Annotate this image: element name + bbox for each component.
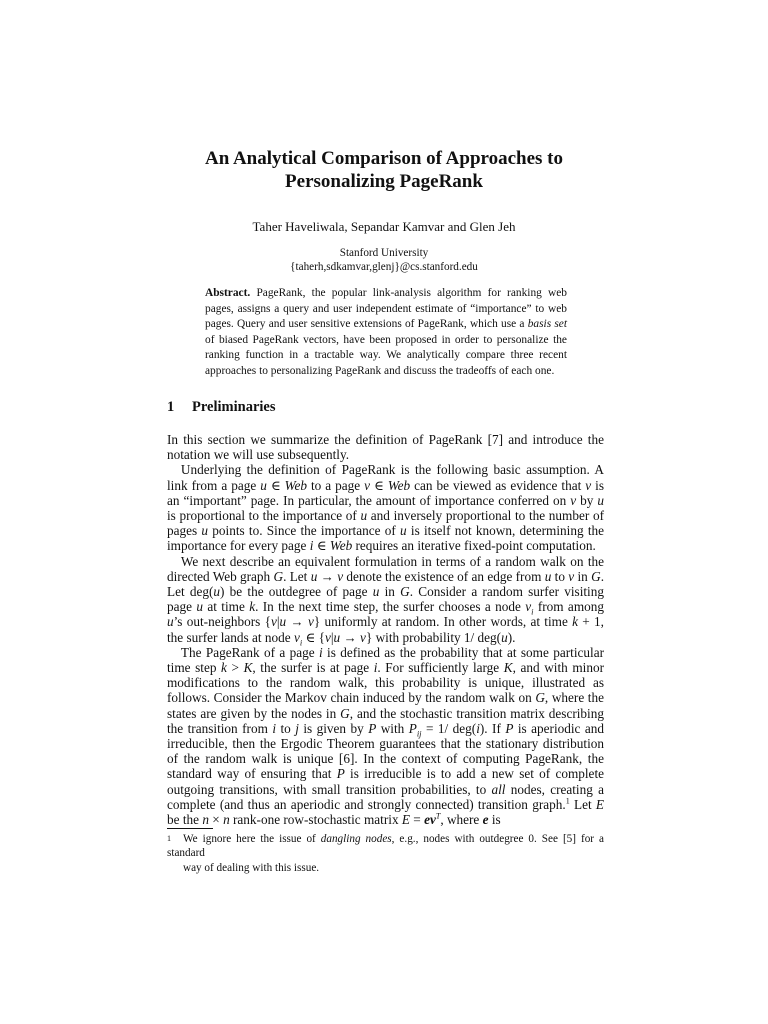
section-body	[167, 432, 604, 827]
author-list: Taher Haveliwala, Sepandar Kamvar and Glen Jeh	[252, 219, 516, 234]
section-title: Preliminaries	[192, 399, 276, 415]
abstract-label: Abstract.	[205, 287, 251, 299]
affiliation-block	[0, 246, 768, 274]
paragraph-1: In this section we summarize the definition of PageRank [7] and introduce the notation we will use subsequently.	[167, 432, 604, 463]
author-emails: {taherh,sdkamvar,glenj}@cs.stanford.edu	[290, 261, 478, 273]
abstract-text: PageRank, the popular link-analysis algorithm for ranking web pages, assigns a query and user independent estimate of “importance” to web pages. Query and user sensitive extensions of PageRank, which use a basis set of biased PageRank vectors, have been proposed in order to personalize the ranking function in a tractable way. We analytically compare three recent approaches to personalizing PageRank and discuss the tradeoffs of each one.	[205, 287, 568, 377]
section-heading	[167, 399, 276, 416]
footnote-rule	[167, 828, 213, 829]
affiliation: Stanford University	[339, 247, 429, 259]
footnote-line-2: way of dealing with this issue.	[183, 861, 320, 874]
paragraph-4: The PageRank of a page i is defined as the probability that at some particular time step k > K, the surfer is at page i. For sufficiently large K, and with minor modifications to the random walk, this probability is unique, illustrated as follows. Consider the Markov chain induced by the random walk on G, where the states are given by the nodes in G, and the stochastic transition matrix describing the transition from i to j is given by P with $P_{ij} = 1/$ deg(i). If P is aperiodic and irreducible, then the Ergodic Theorem guarantees that the stationary distribution of the random walk is unique [6]. In the context of computing PageRank, the standard way of ensuring that P is irreducible is to add a new set of complete outgoing transitions, with small transition probabilities, to all nodes, creating a complete (and thus an aperiodic and strongly connected) transition graph.$^1$ Let E be the n × n rank-one row-stochastic matrix $E = ev^T$, where e is	[167, 644, 605, 828]
abstract	[205, 286, 567, 379]
title-line-1: An Analytical Comparison of Approaches to	[204, 148, 564, 169]
footnote-line-1: We ignore here the issue of dangling nodes, e.g., nodes with outdegree 0. See [5] for a standard	[167, 833, 604, 860]
title-line-2: Personalizing PageRank	[285, 171, 483, 192]
paragraph-3: We next describe an equivalent formulation in terms of a random walk on the directed Web graph G. Let u → v denote the existence of an edge from u to v in G. Let deg(u) be the outdegree of page u in G. Consider a random surfer visiting page u at time k. In the next time step, the surfer chooses a node $v_i$ from among u’s out-neighbors {v|u → v} uniformly at random. In other words, at time k + 1, the surfer lands at node $v_i$ ∈ {v|u → v} with probability 1/ deg(u).	[167, 553, 604, 648]
paragraph-2: Underlying the definition of PageRank is the following basic assumption. A link from a page u ∈ Web to a page v ∈ Web can be viewed as evidence that v is an “important” page. In particular, the amount of importance conferred on v by u is proportional to the importance of u and inversely proportional to the number of pages u points to. Since the importance of u is itself not known, determining the importance for every page i ∈ Web requires an iterative fixed-point computation.	[167, 462, 605, 554]
paper-title	[0, 147, 768, 193]
section-number: 1	[167, 399, 175, 415]
footnote-mark: 1	[167, 834, 171, 843]
footnote	[167, 832, 604, 875]
